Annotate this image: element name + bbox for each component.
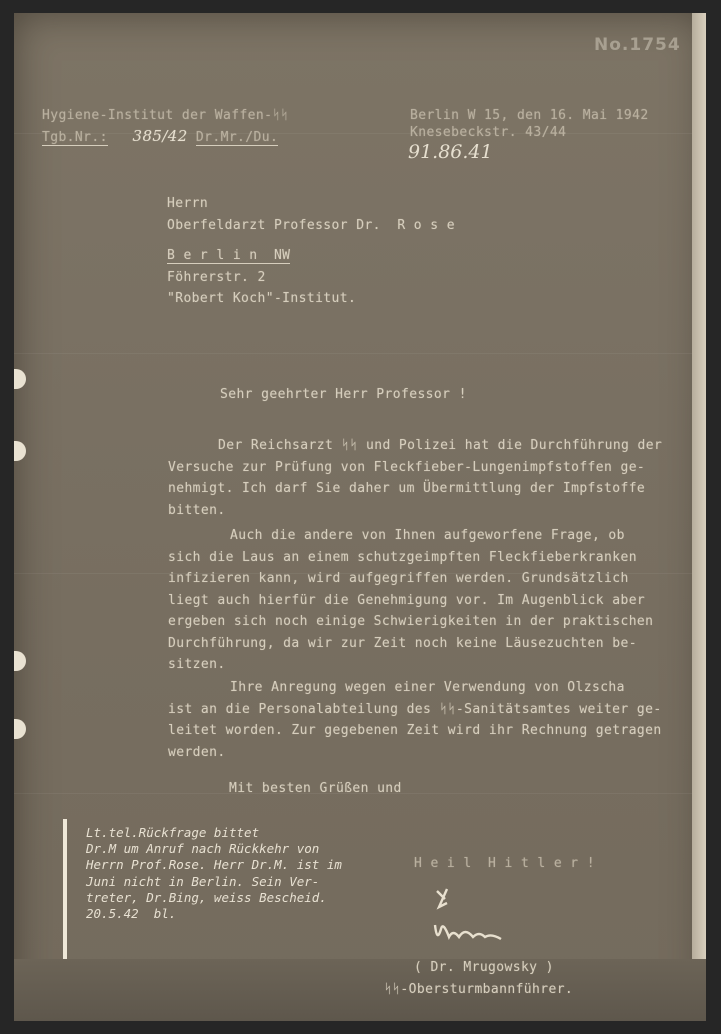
archive-number-stamp: No.1754 (594, 35, 681, 55)
note-margin-line (63, 819, 67, 959)
punch-hole (14, 369, 26, 389)
reference-dr: Dr.Mr./Du. (195, 130, 279, 145)
closing-salute: H e i l H i t l e r ! (414, 856, 595, 871)
paragraph-3-text: Ihre Anregung wegen einer Verwendung von Olzscha ist an die Personalabteilung des ᛋᛋ-Sanitätsamtes weiter ge- leitet worden. Zur gegebenen Zeit wird ihr Rechnung getragen werden. (168, 680, 662, 760)
recipient-city-text: B e r l i n NW (167, 248, 291, 263)
paragraph-2-text: Auch die andere von Ihnen aufgeworfene Frage, ob sich die Laus an einem schutzgeimpften Fleckfieberkranken infizieren kann, wird aufgegriffen werden. Grundsätzlich liegt auch hierfür die Genehmigung vor. Im Augenblick aber ergeben sich noch einige Schwierigkeiten in der praktischen Durchführung, da wir zur Zeit noch keine Läusezuchten be- sitzen. (168, 528, 654, 672)
reference-line (42, 126, 278, 149)
punch-hole (14, 651, 26, 671)
body-paragraph (168, 435, 662, 521)
spacer (108, 130, 133, 145)
body-paragraph (168, 677, 662, 763)
sender-street: Knesebeckstr. 43/44 (410, 125, 567, 140)
body-paragraph (168, 525, 653, 676)
recipient-salutation: Herrn (167, 196, 209, 211)
greeting: Sehr geehrter Herr Professor ! (220, 387, 467, 402)
closing-phrase: Mit besten Grüßen und (229, 781, 402, 796)
recipient-institute: "Robert Koch"-Institut. (167, 291, 357, 306)
recipient-street: Föhrerstr. 2 (167, 270, 266, 285)
reference-label: Tgb.Nr.: (42, 130, 108, 145)
recipient-city (167, 245, 290, 267)
reference-handwritten: 385/42 (132, 127, 188, 145)
spacer (188, 130, 196, 145)
handwritten-reference: 91.86.41 (408, 141, 493, 163)
page-edge (692, 13, 706, 1021)
letter-page (14, 13, 706, 1021)
recipient-name: Oberfeldarzt Professor Dr. R o s e (167, 218, 455, 233)
page-footer-shade (14, 959, 706, 1021)
paragraph-1-text: Der Reichsarzt ᛋᛋ und Polizei hat die Durchführung der Versuche zur Prüfung von Fleckfieber-Lungenimpfstoffen ge- nehmigt. Ich darf Sie daher um Übermittlung der Impfstoffe bitten. (168, 438, 663, 518)
punch-hole (14, 719, 26, 739)
place-date: Berlin W 15, den 16. Mai 1942 (410, 108, 649, 123)
signatory-rank: ᛋᛋ-Obersturmbannführer. (384, 982, 574, 997)
signature-mark (429, 885, 519, 951)
signatory-name: ( Dr. Mrugowsky ) (414, 960, 554, 975)
punch-hole (14, 441, 26, 461)
handwritten-note: Lt.tel.Rückfrage bittet Dr.M um Anruf nach Rückkehr von Herrn Prof.Rose. Herr Dr.M. ist im Juni nicht in Berlin. Sein Ver- treter, Dr.Bing, weiss Bescheid. 20.5.42 bl. (86, 825, 342, 922)
sender-name: Hygiene-Institut der Waffen-ᛋᛋ (42, 108, 289, 123)
paper-texture (14, 353, 706, 354)
